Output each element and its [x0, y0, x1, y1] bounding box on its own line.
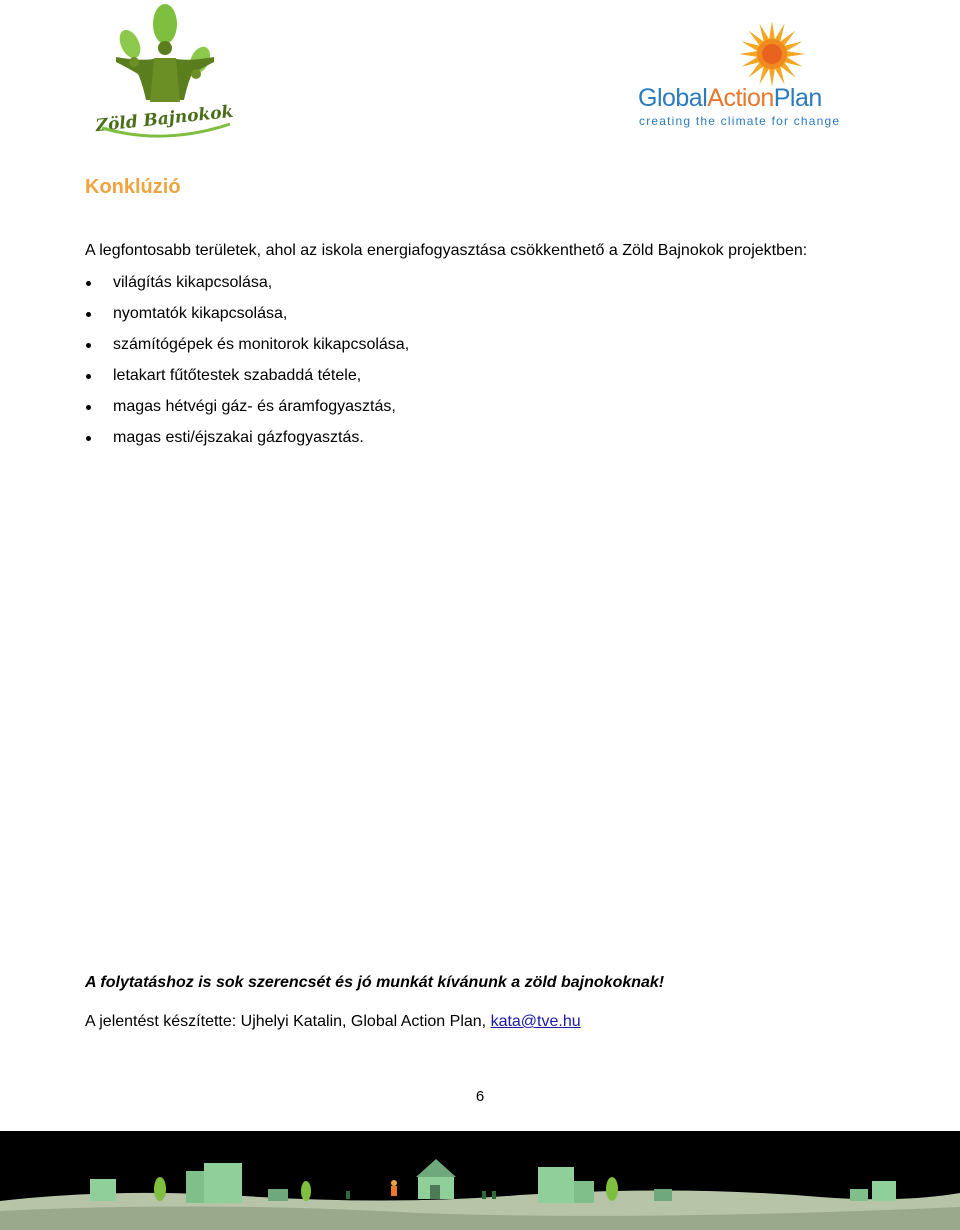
list-item: magas hétvégi gáz- és áramfogyasztás,	[85, 397, 409, 428]
zold-bajnokok-logo	[94, 2, 236, 142]
sun-icon	[738, 20, 806, 88]
list-item: nyomtatók kikapcsolása,	[85, 304, 409, 335]
intro-paragraph: A legfontosabb területek, ahol az iskola energiafogyasztása csökkenthető a Zöld Bajnokok projektben:	[85, 242, 808, 259]
footer-banner	[0, 1131, 960, 1230]
list-item: letakart fűtőtestek szabaddá tétele,	[85, 366, 409, 397]
author-line	[85, 1013, 581, 1031]
bullet-list	[85, 273, 409, 459]
section-title: Konklúzió	[85, 176, 181, 198]
email-link[interactable]: kata@tve.hu	[490, 1013, 581, 1030]
global-action-plan-tagline: creating the climate for change	[639, 114, 841, 128]
global-action-plan-wordmark: GlobalActionPlan	[638, 84, 822, 112]
zold-bajnokok-wordmark: Zöld Bajnokok	[94, 101, 235, 137]
list-item: számítógépek és monitorok kikapcsolása,	[85, 335, 409, 366]
page-number: 6	[475, 1088, 485, 1105]
list-item: világítás kikapcsolása,	[85, 273, 409, 304]
global-action-plan-logo	[632, 18, 880, 130]
list-item: magas esti/éjszakai gázfogyasztás.	[85, 428, 409, 459]
author-text: A jelentést készítette: Ujhelyi Katalin, Global Action Plan,	[85, 1013, 491, 1030]
closing-statement: A folytatáshoz is sok szerencsét és jó munkát kívánunk a zöld bajnokoknak!	[85, 974, 665, 991]
